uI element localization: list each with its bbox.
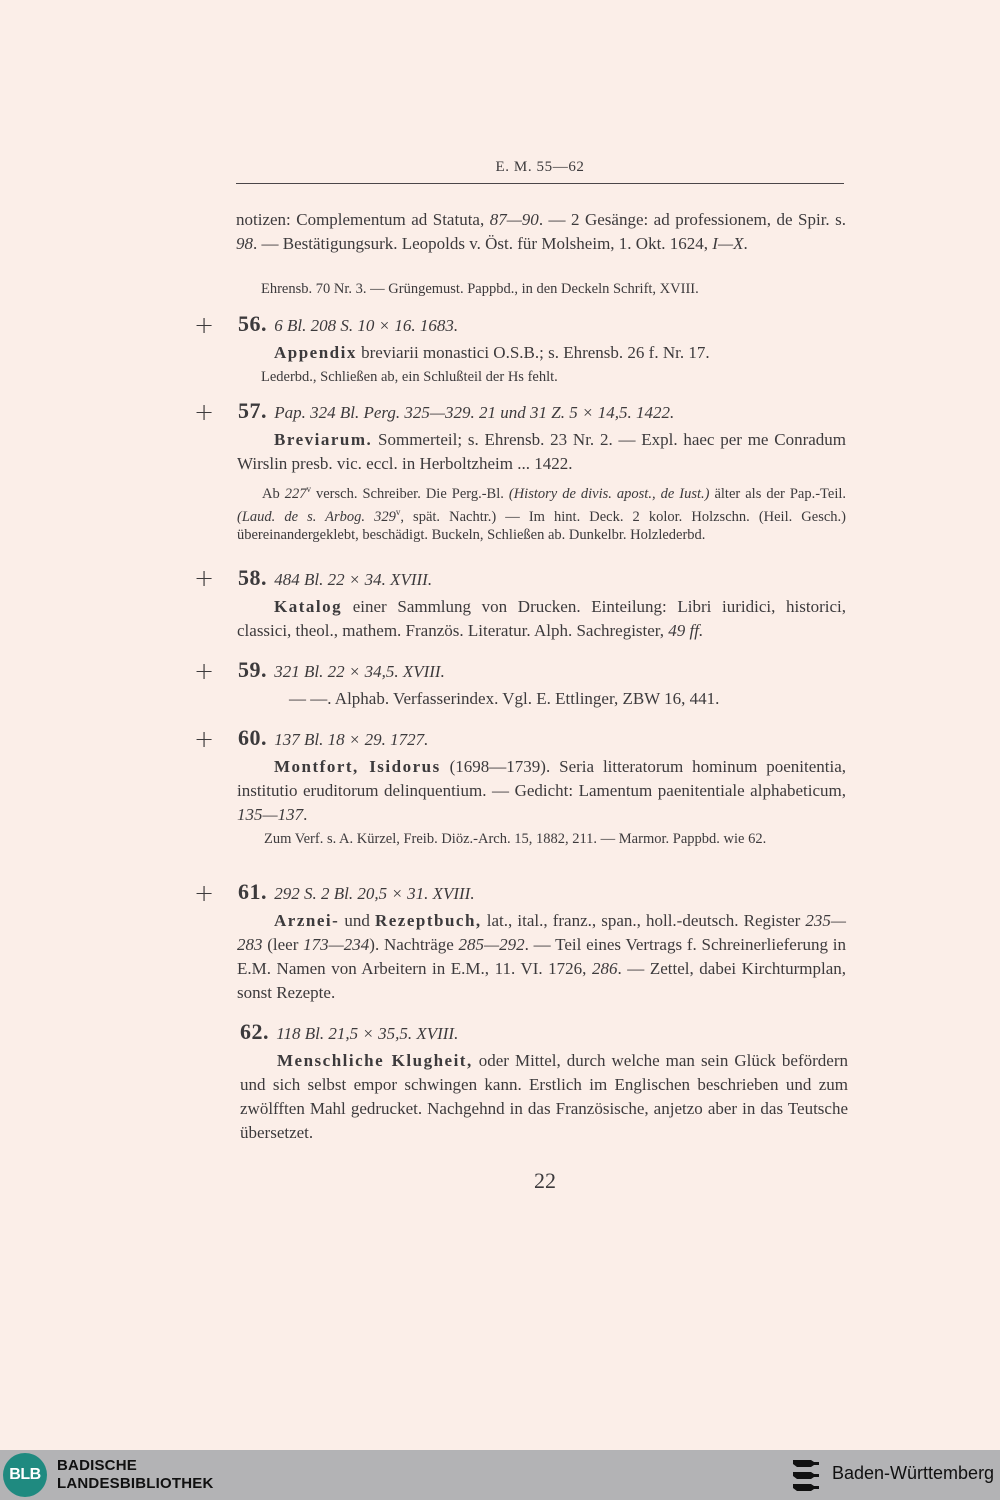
entry-description: Montfort, Isidorus (1698—1739). Seria litteratorum hominum poenitentia, institutio eruditorum delinquentium. — Gedicht: Lamentum paenitentiale alphabeticum, 135—137.	[237, 757, 846, 824]
baden-wuerttemberg-lions-icon	[790, 1456, 822, 1494]
entry-description: Appendix breviarii monastici O.S.B.; s. Ehrensb. 26 f. Nr. 17.	[274, 343, 710, 362]
page-number: 22	[534, 1168, 556, 1193]
entry-heading: 56. 6 Bl. 208 S. 10 × 16. 1683.	[238, 311, 459, 336]
entry-marker: +	[194, 879, 215, 907]
entry-note: Ab 227$^v$ versch. Schreiber. Die Perg.-Bl. (History de divis. apost., de Iust.) älter als der Pap.-Teil. (Laud. de s. Arbog. 329$^v$, spät. Nachtr.) — Im hint. Deck. 2 kolor. Holzschn. (Heil. Gesch.) übereinandergeklebt, beschädigt. Buckeln, Schließen ab. Dunkelbr. Holzlederbd.	[237, 484, 847, 544]
header-rule	[236, 183, 844, 184]
entry-description: Breviarum. Sommerteil; s. Ehrensb. 23 Nr. 2. — Expl. haec per me Conradum Wirslin presb. vic. eccl. in Herboltzheim ... 1422.	[237, 430, 846, 473]
state-name: Baden-Württemberg	[832, 1463, 995, 1483]
entry-heading: 59. 321 Bl. 22 × 34,5. XVIII.	[238, 657, 445, 682]
entry-note: Zum Verf. s. A. Kürzel, Freib. Diöz.-Arch. 15, 1882, 211. — Marmor. Pappbd. wie 62.	[264, 831, 767, 847]
entry-description: — —. Alphab. Verfasserindex. Vgl. E. Ettlinger, ZBW 16, 441.	[289, 689, 720, 708]
library-name: BADISCHE LANDESBIBLIOTHEK	[57, 1457, 214, 1492]
entry-marker: +	[194, 564, 215, 592]
entry-description: Katalog einer Sammlung von Drucken. Einteilung: Libri iuridici, historici, classici, theol., mathem. Französ. Literatur. Alph. Sachregister, 49 ff.	[237, 597, 846, 640]
entry-heading: 62. 118 Bl. 21,5 × 35,5. XVIII.	[240, 1019, 459, 1044]
running-head: E. M. 55—62	[495, 159, 585, 175]
blb-logo: BLB	[3, 1453, 47, 1497]
continuation-text: notizen: Complementum ad Statuta, 87—90. — 2 Gesänge: ad professionem, de Spir. s. 98. — Bestätigungsurk. Leopolds v. Öst. für Molsheim, 1. Okt. 1624, I—X.	[236, 210, 847, 253]
entry-marker: +	[194, 725, 215, 753]
entry-note: Lederbd., Schließen ab, ein Schlußteil der Hs fehlt.	[261, 369, 558, 385]
entry-heading: 58. 484 Bl. 22 × 34. XVIII.	[238, 565, 433, 590]
entry-description: Arznei- und Rezeptbuch, lat., ital., franz., span., holl.-deutsch. Register 235—283 (leer 173—234). Nachträge 285—292. — Teil eines Vertrags f. Schreinerlieferung in E.M. Namen von Arbeitern in E.M., 11. VI. 1726, 286. — Zettel, dabei Kirchturmplan, sonst Rezepte.	[237, 911, 847, 1002]
entry-description: Menschliche Klugheit, oder Mittel, durch welche man sein Glück befördern und sich selbst empor schwingen kann. Erstlich im Englischen beschrieben und zum zwölfften Mahl gedrucket. Nachgehnd in das Französische, anjetzo aber in das Teutsche übersetzet.	[240, 1051, 848, 1142]
entry-heading: 61. 292 S. 2 Bl. 20,5 × 31. XVIII.	[238, 879, 475, 904]
entry-heading: 57. Pap. 324 Bl. Perg. 325—329. 21 und 31 Z. 5 × 14,5. 1422.	[238, 398, 675, 423]
continuation-note: Ehrensb. 70 Nr. 3. — Grüngemust. Pappbd., in den Deckeln Schrift, XVIII.	[261, 281, 699, 297]
entry-marker: +	[194, 398, 215, 426]
library-footer	[0, 1450, 1000, 1500]
entry-heading: 60. 137 Bl. 18 × 29. 1727.	[238, 725, 429, 750]
entry-marker: +	[194, 657, 215, 685]
entry-marker: +	[194, 311, 215, 339]
